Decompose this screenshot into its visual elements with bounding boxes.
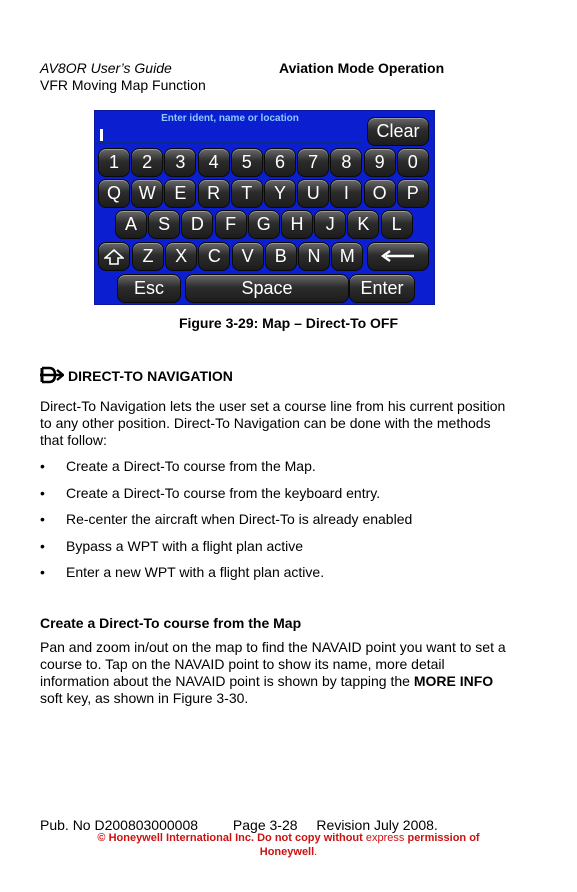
bullet-marker: • <box>40 537 45 554</box>
key-i[interactable]: I <box>330 179 362 208</box>
direct-to-heading-text: DIRECT-TO NAVIGATION <box>68 368 233 384</box>
copyright-notice <box>0 831 577 859</box>
key-x[interactable]: X <box>165 242 197 271</box>
key-l[interactable]: L <box>381 210 413 239</box>
key-w[interactable]: W <box>131 179 163 208</box>
key-5[interactable]: 5 <box>231 148 263 177</box>
bullet-marker: • <box>40 511 45 527</box>
key-e[interactable]: E <box>164 179 196 208</box>
key-c[interactable]: C <box>198 242 230 271</box>
enter-key[interactable]: Enter <box>349 274 415 303</box>
key-k[interactable]: K <box>347 210 379 239</box>
key-f[interactable]: F <box>215 210 247 239</box>
key-d[interactable]: D <box>181 210 213 239</box>
more-info-softkey-label: MORE INFO <box>413 673 494 689</box>
key-o[interactable]: O <box>364 179 396 208</box>
chapter-subtitle: VFR Moving Map Function <box>40 77 206 93</box>
copyright-text-1: © Honeywell International Inc. Do not copy without <box>97 832 363 844</box>
key-g[interactable]: G <box>248 210 280 239</box>
entry-prompt: Enter ident, name or location <box>161 113 299 124</box>
guide-title: AV8OR User’s Guide <box>40 60 172 76</box>
key-6[interactable]: 6 <box>264 148 296 177</box>
esc-key[interactable]: Esc <box>117 274 181 303</box>
copyright-text-2: express <box>365 832 405 844</box>
key-s[interactable]: S <box>148 210 180 239</box>
direct-to-intro: Direct-To Navigation lets the user set a course line from his current position to any other position. Direct-To Navigation can be done with the methods that follow: <box>40 398 506 448</box>
copyright-text-5: . <box>314 846 318 858</box>
key-9[interactable]: 9 <box>364 148 396 177</box>
key-a[interactable]: A <box>115 210 147 239</box>
key-z[interactable]: Z <box>132 242 164 271</box>
figure-caption: Figure 3-29: Map – Direct-To OFF <box>178 315 399 331</box>
key-b[interactable]: B <box>265 242 297 271</box>
key-j[interactable]: J <box>314 210 346 239</box>
map-section-text <box>40 639 510 707</box>
key-m[interactable]: M <box>331 242 363 271</box>
method-list-text: Enter a new WPT with a flight plan active. <box>66 564 325 580</box>
key-2[interactable]: 2 <box>131 148 163 177</box>
direct-to-heading <box>40 366 233 385</box>
page-number: Page 3-28 <box>232 817 298 833</box>
backspace-arrow-icon <box>380 249 416 263</box>
key-n[interactable]: N <box>298 242 330 271</box>
key-u[interactable]: U <box>297 179 329 208</box>
revision-date: Revision July 2008. <box>316 817 438 833</box>
copyright-text-3: permission of <box>407 832 480 844</box>
method-list-text: Create a Direct-To course from the keyboard entry. <box>66 484 381 501</box>
copyright-text-4: Honeywell <box>259 846 315 858</box>
key-8[interactable]: 8 <box>330 148 362 177</box>
key-7[interactable]: 7 <box>297 148 329 177</box>
space-key[interactable]: Space <box>185 274 349 303</box>
document-header-left <box>40 60 206 94</box>
map-section-heading: Create a Direct-To course from the Map <box>40 615 302 631</box>
direct-to-icon <box>40 366 64 384</box>
bullet-marker: • <box>40 458 45 474</box>
clear-key[interactable]: Clear <box>367 117 429 146</box>
key-1[interactable]: 1 <box>98 148 130 177</box>
backspace-key[interactable] <box>367 242 429 271</box>
key-4[interactable]: 4 <box>198 148 230 177</box>
key-p[interactable]: P <box>397 179 429 208</box>
bullet-marker: • <box>40 484 45 501</box>
map-text-before: Pan and zoom in/out on the map to find the NAVAID point you want to set a course to. Tap on the NAVAID point to show its name, more detail information about the NAVAID point is shown by tapping the <box>40 639 506 689</box>
key-h[interactable]: H <box>281 210 313 239</box>
method-list-text: Bypass a WPT with a flight plan active <box>66 537 304 554</box>
method-list-text: Create a Direct-To course from the Map. <box>66 458 316 474</box>
section-title: Aviation Mode Operation <box>279 60 445 76</box>
bullet-marker: • <box>40 564 45 580</box>
key-t[interactable]: T <box>231 179 263 208</box>
key-3[interactable]: 3 <box>164 148 196 177</box>
key-r[interactable]: R <box>198 179 230 208</box>
key-q[interactable]: Q <box>98 179 130 208</box>
key-y[interactable]: Y <box>264 179 296 208</box>
ident-input-field[interactable] <box>98 128 361 144</box>
publication-number: Pub. No D200803000008 <box>40 817 199 833</box>
keyboard-screenshot <box>94 110 435 305</box>
method-list-text: Re-center the aircraft when Direct-To is already enabled <box>66 511 413 527</box>
key-0[interactable]: 0 <box>397 148 429 177</box>
key-v[interactable]: V <box>232 242 264 271</box>
shift-key[interactable] <box>98 242 130 271</box>
shift-arrow-icon <box>104 249 124 265</box>
map-text-after: soft key, as shown in Figure 3-30. <box>40 690 249 706</box>
text-cursor <box>100 129 103 141</box>
